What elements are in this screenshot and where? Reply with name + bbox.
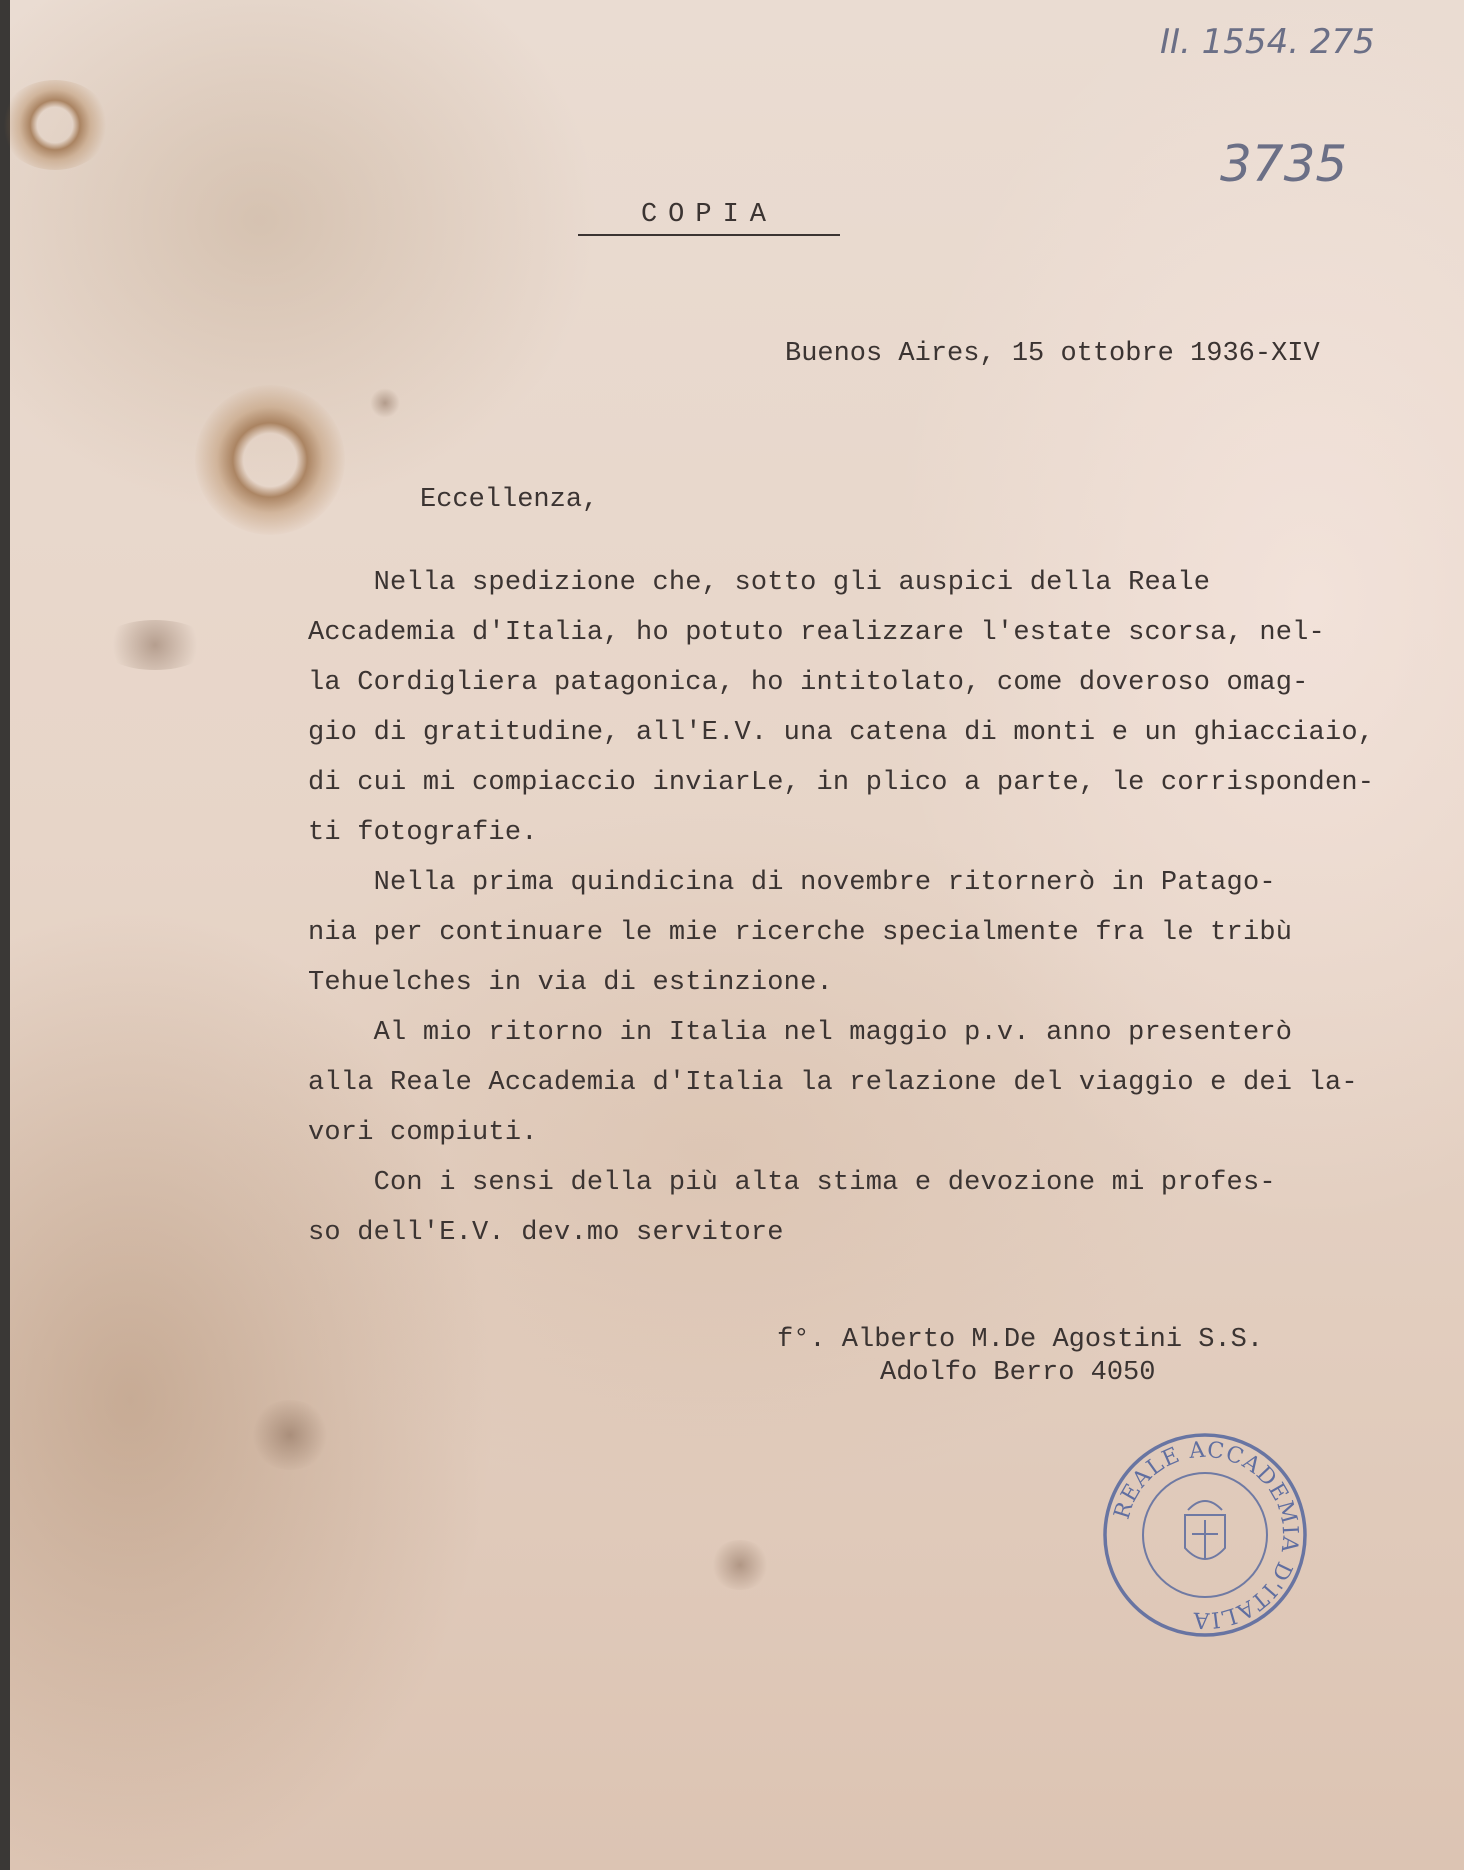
address-line: Adolfo Berro 4050 [880, 1358, 1156, 1388]
document-heading: COPIA [578, 200, 840, 236]
archive-number: 3735 [1220, 135, 1348, 193]
body-line: Con i sensi della più alta stima e devozione mi profes- [308, 1168, 1276, 1198]
rust-stain [195, 385, 345, 535]
stain-spot [100, 620, 210, 670]
rust-stain [0, 80, 110, 170]
letter-page [10, 0, 1464, 1870]
stain-spot [710, 1540, 770, 1590]
body-line: vori compiuti. [308, 1118, 538, 1148]
stain-spot [370, 388, 400, 418]
body-line: alla Reale Accademia d'Italia la relazione del viaggio e dei la- [308, 1068, 1358, 1098]
body-line: ti fotografie. [308, 818, 538, 848]
body-line: nia per continuare le mie ricerche specialmente fra le tribù [308, 918, 1293, 948]
stamp-text: REALE ACCADEMIA D'ITALIA [1109, 1437, 1303, 1633]
body-line: la Cordigliera patagonica, ho intitolato, come doveroso omag- [308, 668, 1309, 698]
body-line: Nella prima quindicina di novembre ritornerò in Patago- [308, 868, 1276, 898]
body-line: so dell'E.V. dev.mo servitore [308, 1218, 784, 1248]
body-line: di cui mi compiaccio inviarLe, in plico a parte, le corrisponden- [308, 768, 1375, 798]
coat-of-arms-icon [1185, 1501, 1225, 1559]
date-line: Buenos Aires, 15 ottobre 1936-XIV [785, 339, 1320, 369]
academy-stamp [1100, 1430, 1310, 1640]
stain-spot [250, 1400, 330, 1470]
body-line: Al mio ritorno in Italia nel maggio p.v. anno presenterò [308, 1018, 1293, 1048]
body-line: Accademia d'Italia, ho potuto realizzare l'estate scorsa, nel- [308, 618, 1325, 648]
salutation: Eccellenza, [420, 485, 599, 515]
body-line: Nella spedizione che, sotto gli auspici della Reale [308, 568, 1211, 598]
body-line: Tehuelches in via di estinzione. [308, 968, 833, 998]
body-line: gio di gratitudine, all'E.V. una catena di monti e un ghiacciaio, [308, 718, 1375, 748]
archive-reference: II. 1554. 275 [1160, 22, 1375, 62]
signature-line: f°. Alberto M.De Agostini S.S. [777, 1325, 1264, 1355]
